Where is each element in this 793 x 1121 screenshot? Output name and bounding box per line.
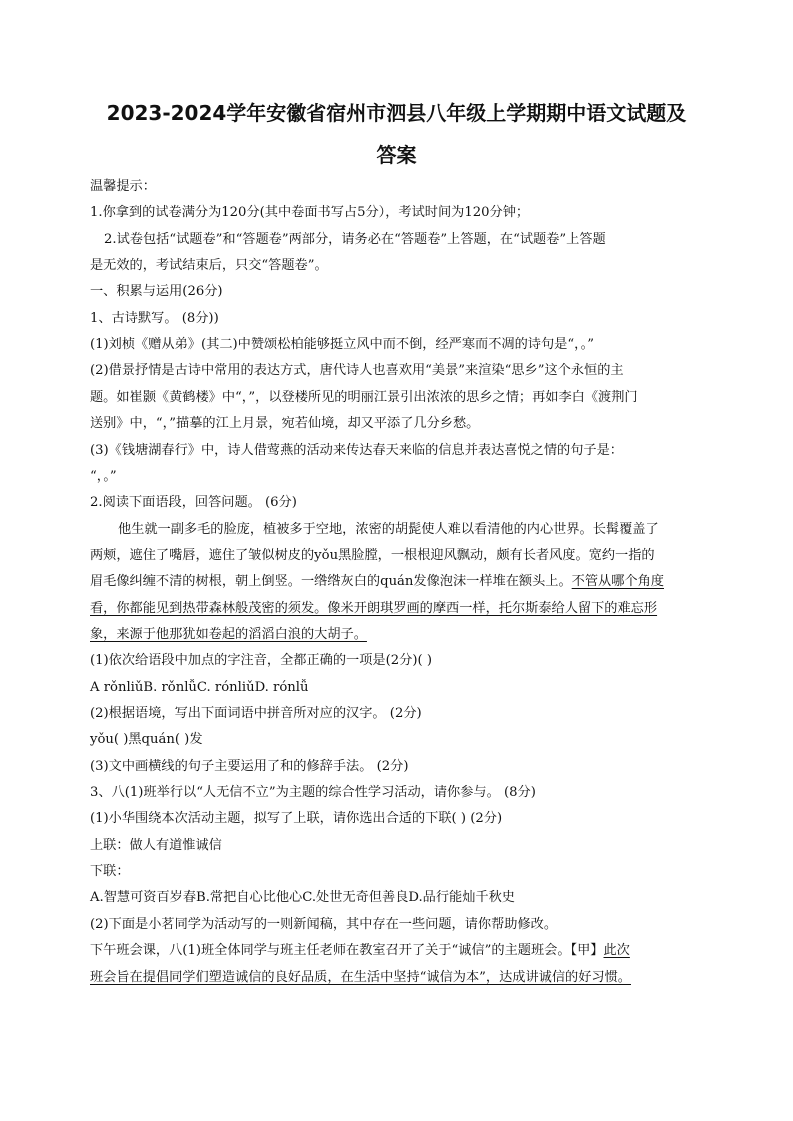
body-line (90, 494, 720, 512)
body-line (90, 652, 720, 670)
body-line-text: 两颊，遮住了嘴唇，遮住了皱似树皮的yǒu黑脸膛，一根根迎风飘动，颇有长者风度。宽约一指的 (90, 547, 655, 563)
underlined-text: 班会旨在提倡同学们塑造诚信的良好品质，在生活中坚持“诚信为本”，达成讲诚信的好习惯。 (90, 969, 631, 985)
body-line-text: 1、古诗默写。 (8分)) (90, 310, 219, 326)
body-line (90, 889, 720, 907)
body-line-text: “，。” (90, 468, 117, 484)
body-line (90, 547, 720, 565)
body-line-text: 2.阅读下面语段，回答问题。 (6分) (90, 495, 297, 511)
body-line (90, 942, 720, 960)
body-line-text: 送别》中，“，”描摹的江上月景，宛若仙境，却又平添了几分乡愁。 (90, 416, 480, 432)
body-line-text: 上联：做人有道惟诚信 (90, 837, 222, 853)
body-line (90, 415, 720, 433)
document-title-line-1: 2023-2024学年安徽省宿州市泗县八年级上学期期中语文试题及 (106, 101, 687, 125)
body-line-text: (2)下面是小茗同学为活动写的一则新闻稿，其中存在一些问题，请你帮助修改。 (90, 916, 558, 932)
body-line-text: 他生就一副多毛的脸庞，植被多于空地，浓密的胡髭使人难以看清他的内心世界。长髯覆盖了 (118, 521, 659, 537)
body-line-text: (2)借景抒情是古诗中常用的表达方式，唐代诗人也喜欢用“美景”来渲染“思乡”这个永恒的主 (90, 363, 624, 379)
body-line (90, 362, 720, 380)
body-line-text: 2.试卷包括“试题卷”和“答题卷”两部分，请务必在“答题卷”上答题，在“试题卷”上答题 (104, 231, 606, 247)
body-line-text: 题。如崔颢《黄鹤楼》中“，”，以登楼所见的明丽江景引出浓浓的思乡之情；再如李白《渡荆门 (90, 389, 638, 405)
body-line-text: 温馨提示： (90, 179, 156, 194)
body-line (90, 863, 720, 881)
body-line-text: yǒu( )黑quán( )发 (90, 732, 203, 748)
body-line-text: A.智慧可资百岁春B.常把自心比他心C.处世无奇但善良D.品行能灿千秋史 (90, 890, 515, 906)
body-line (90, 283, 720, 301)
underlined-text: 看，你都能见到热带森林般茂密的须发。像米开朗琪罗画的摩西一样，托尔斯泰给人留下的难忘形 (90, 600, 658, 616)
body-line (90, 178, 720, 196)
body-line (90, 468, 720, 486)
body-line-text: (1)刘桢《赠从弟》(其二)中赞颂松柏能够挺立风中而不倒，经严寒而不凋的诗句是“，。” (90, 337, 595, 353)
body-line-text: A rǒnliǔB. rǒnlǚC. rónliǔD. rónlǚ (90, 679, 309, 695)
body-line-text: 下午班会课，八(1)班全体同学与班主任老师在教室召开了关于“诚信”的主题班会。【甲】 (90, 943, 604, 959)
body-line-text: (1)依次给语段中加点的字注音，全都正确的一项是(2分)( ) (90, 653, 432, 669)
document-title-line-2: 答案 (376, 143, 417, 167)
body-line-text: (2)根据语境，写出下面词语中拼音所对应的汉字。 (2分) (90, 706, 422, 721)
underlined-text: 此次 (603, 943, 630, 959)
body-line (90, 758, 720, 776)
body-line (90, 969, 720, 987)
body-line (90, 257, 720, 275)
body-line (104, 231, 720, 249)
body-line (90, 784, 720, 802)
body-line-text: 是无效的，考试结束后，只交“答题卷”。 (90, 258, 328, 274)
body-line (90, 679, 720, 697)
body-line (90, 204, 720, 222)
body-line-text: 眉毛像纠缠不清的树根，朝上倒竖。一绺绺灰白的quán发像泡沫一样堆在额头上。 (90, 574, 572, 590)
body-line (90, 626, 720, 644)
body-line (90, 600, 720, 618)
body-line (90, 573, 720, 591)
body-line-text: (3)文中画横线的句子主要运用了和的修辞手法。 (2分) (90, 758, 409, 774)
body-line-text: (1)小华围绕本次活动主题，拟写了上联，请你选出合适的下联( ) (2分) (90, 811, 503, 827)
body-line (90, 310, 720, 328)
underlined-text: 象，来源于他那犹如卷起的滔滔白浪的大胡子。 (90, 626, 367, 642)
underlined-text: 不管从哪个角度 (571, 574, 664, 590)
body-line (90, 389, 720, 407)
body-line-text: (3)《钱塘湖春行》中，诗人借莺燕的活动来传达春天来临的信息并表达喜悦之情的句子是： (90, 442, 623, 458)
body-line (118, 521, 720, 539)
body-line-text: 1.你拿到的试卷满分为120分(其中卷面书写占5分），考试时间为120分钟； (90, 205, 530, 221)
body-line-text: 一、积累与运用(26分) (90, 284, 223, 300)
body-line (90, 442, 720, 460)
body-line-text: 下联： (90, 864, 130, 880)
body-line-text: 3、八(1)班举行以“人无信不立”为主题的综合性学习活动，请你参与。 (8分) (90, 785, 536, 801)
body-line (90, 837, 720, 855)
body-line (90, 705, 720, 723)
body-line (90, 916, 720, 934)
body-line (90, 731, 720, 749)
body-line (90, 810, 720, 828)
body-line (90, 336, 720, 354)
